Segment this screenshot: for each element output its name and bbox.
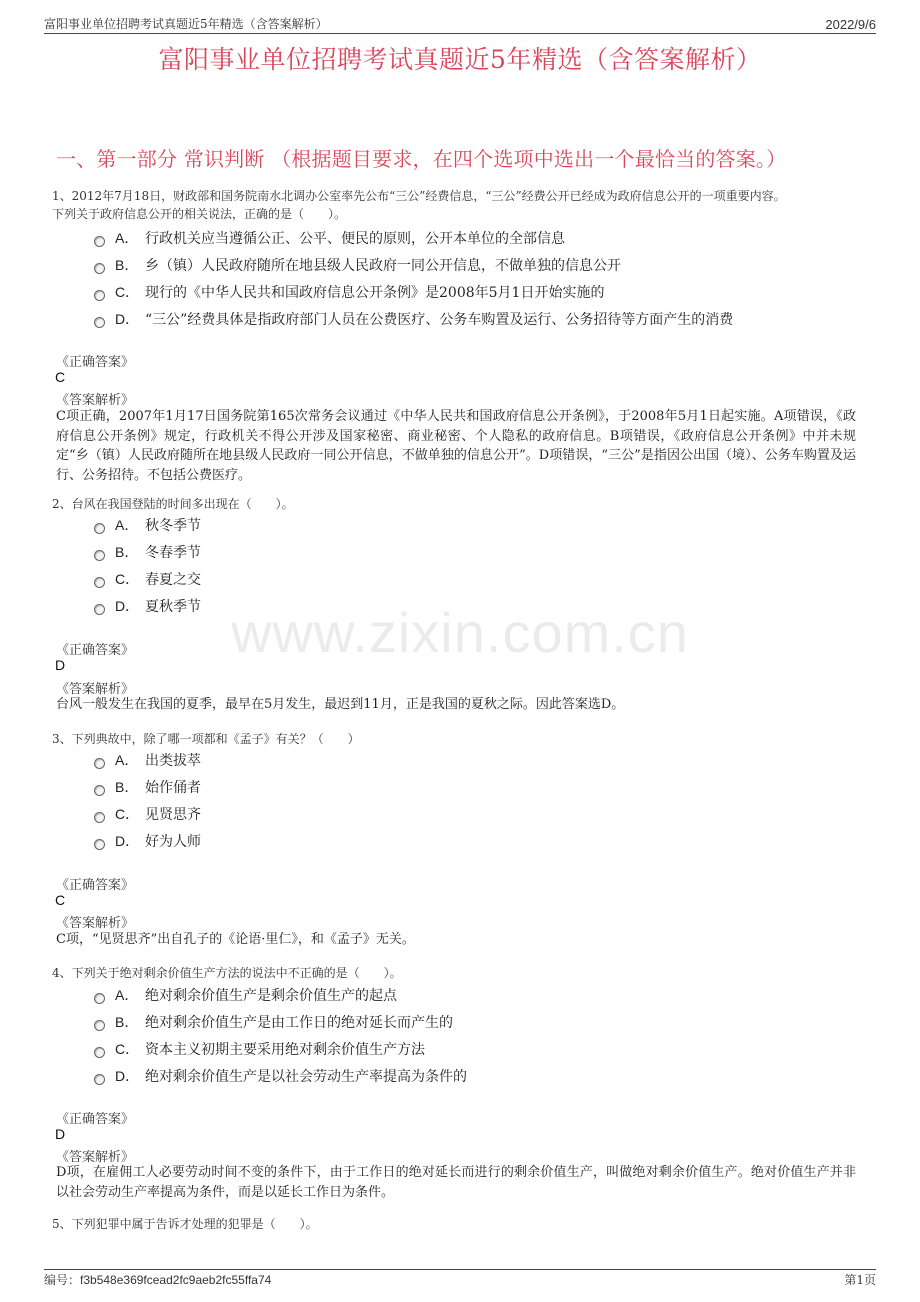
option-d[interactable]: D． 好为人师 — [94, 830, 201, 852]
header-date: 2022/9/6 — [825, 17, 876, 32]
analysis-label: 《答案解析》 — [56, 916, 135, 931]
analysis-text: 台风一般发生在我国的夏季，最早在5月发生，最迟到11月，正是我国的夏秋之际。因此答案选D。 — [56, 697, 625, 712]
analysis-label: 《答案解析》 — [56, 682, 135, 697]
answer-value: D — [55, 1126, 66, 1142]
question-stem-line: 3、下列典故中，除了哪一项都和《孟子》有关？（ ） — [52, 732, 360, 746]
option-a[interactable]: A． 绝对剩余价值生产是剩余价值生产的起点 — [94, 984, 397, 1006]
analysis-label: 《答案解析》 — [56, 1150, 135, 1165]
answer-value: C — [55, 892, 66, 908]
radio-icon[interactable] — [94, 993, 105, 1004]
option-c[interactable]: C． 资本主义初期主要采用绝对剩余价值生产方法 — [94, 1038, 425, 1060]
analysis-text: C项正确，2007年1月17日国务院第165次常务会议通过《中华人民共和国政府信息公开条例》，于2008年5月1日起实施。A项错误，《政府信息公开条例》规定，行政机关不得公开涉及国家秘密、商业秘密、个人隐私的政府信息。B项错误，《政府信息公开条例》中并未规定“乡（镇）人民政府随所在地县级人民政府一同公开信息，不做单独的信息公开”。D项错误，“三公”是指因公出国（境）、公务车购置及运行、公务招待。不包括公费医疗。 — [56, 409, 856, 483]
radio-icon[interactable] — [94, 550, 105, 561]
footer-divider — [44, 1269, 876, 1270]
answer-label: 《正确答案》 — [56, 878, 135, 893]
option-b[interactable]: B． 冬春季节 — [94, 541, 201, 563]
header-doc-title: 富阳事业单位招聘考试真题近5年精选（含答案解析） — [44, 17, 328, 31]
option-d[interactable]: D． 夏秋季节 — [94, 595, 201, 617]
question-stem — [52, 187, 872, 223]
option-a[interactable]: A． 秋冬季节 — [94, 514, 201, 536]
radio-icon[interactable] — [94, 317, 105, 328]
radio-icon[interactable] — [94, 577, 105, 588]
header-divider — [44, 33, 876, 34]
question-stem-line: 1、2012年7月18日，财政部和国务院南水北调办公室率先公布“三公”经费信息，“三公”经费公开已经成为政府信息公开的一项重要内容。 — [52, 189, 786, 203]
analysis-label: 《答案解析》 — [56, 393, 135, 408]
answer-label: 《正确答案》 — [56, 643, 135, 658]
answer-value: C — [55, 369, 66, 385]
option-d[interactable]: D． “三公”经费具体是指政府部门人员在公费医疗、公务车购置及运行、公务招待等方面产生的消费 — [94, 308, 733, 330]
page-footer — [44, 1271, 876, 1288]
radio-icon[interactable] — [94, 839, 105, 850]
radio-icon[interactable] — [94, 785, 105, 796]
option-b[interactable]: B． 乡（镇）人民政府随所在地县级人民政府一同公开信息，不做单独的信息公开 — [94, 254, 621, 276]
question-stem — [52, 730, 872, 748]
analysis-text: D项，在雇佣工人必要劳动时间不变的条件下，由于工作日的绝对延长而进行的剩余价值生产，叫做绝对剩余价值生产。绝对价值生产并非以社会劳动生产率提高为条件，而是以延长工作日为条件。 — [56, 1165, 856, 1200]
radio-icon[interactable] — [94, 812, 105, 823]
radio-icon[interactable] — [94, 290, 105, 301]
answer-label: 《正确答案》 — [56, 355, 135, 370]
option-c[interactable]: C． 现行的《中华人民共和国政府信息公开条例》是2008年5月1日开始实施的 — [94, 281, 604, 303]
question-stem-line: 下列关于政府信息公开的相关说法，正确的是（ ）。 — [52, 207, 347, 221]
radio-icon[interactable] — [94, 236, 105, 247]
radio-icon[interactable] — [94, 523, 105, 534]
answer-value: D — [55, 657, 66, 673]
page-header — [44, 12, 876, 32]
analysis-text: C项，“见贤思齐”出自孔子的《论语·里仁》，和《孟子》无关。 — [56, 932, 415, 947]
question-stem-line: 5、下列犯罪中属于告诉才处理的犯罪是（ ）。 — [52, 1217, 318, 1231]
option-b[interactable]: B． 绝对剩余价值生产是由工作日的绝对延长而产生的 — [94, 1011, 453, 1033]
question-stem — [52, 964, 872, 982]
option-c[interactable]: C． 见贤思齐 — [94, 803, 201, 825]
question-stem — [52, 495, 872, 513]
radio-icon[interactable] — [94, 604, 105, 615]
question-stem-line: 4、下列关于绝对剩余价值生产方法的说法中不正确的是（ ）。 — [52, 966, 402, 980]
document-title: 富阳事业单位招聘考试真题近5年精选（含答案解析） — [158, 45, 762, 74]
option-a[interactable]: A． 行政机关应当遵循公正、公平、便民的原则，公开本单位的全部信息 — [94, 227, 565, 249]
option-c[interactable]: C． 春夏之交 — [94, 568, 201, 590]
option-a[interactable]: A． 出类拔萃 — [94, 749, 201, 771]
answer-label: 《正确答案》 — [56, 1112, 135, 1127]
radio-icon[interactable] — [94, 758, 105, 769]
radio-icon[interactable] — [94, 1047, 105, 1058]
option-b[interactable]: B． 始作俑者 — [94, 776, 201, 798]
section-title: 一、第一部分 常识判断 （根据题目要求，在四个选项中选出一个最恰当的答案。） — [56, 147, 787, 171]
radio-icon[interactable] — [94, 1020, 105, 1031]
question-stem-line: 2、台风在我国登陆的时间多出现在（ ）。 — [52, 497, 294, 511]
page-number: 第1页 — [844, 1273, 876, 1287]
radio-icon[interactable] — [94, 1074, 105, 1085]
option-d[interactable]: D． 绝对剩余价值生产是以社会劳动生产率提高为条件的 — [94, 1065, 467, 1087]
document-code: 编号：f3b548e369fcead2fc9aeb2fc55ffa74 — [44, 1273, 272, 1287]
watermark: www.zixin.com.cn — [231, 601, 689, 664]
radio-icon[interactable] — [94, 263, 105, 274]
question-stem — [52, 1215, 872, 1233]
